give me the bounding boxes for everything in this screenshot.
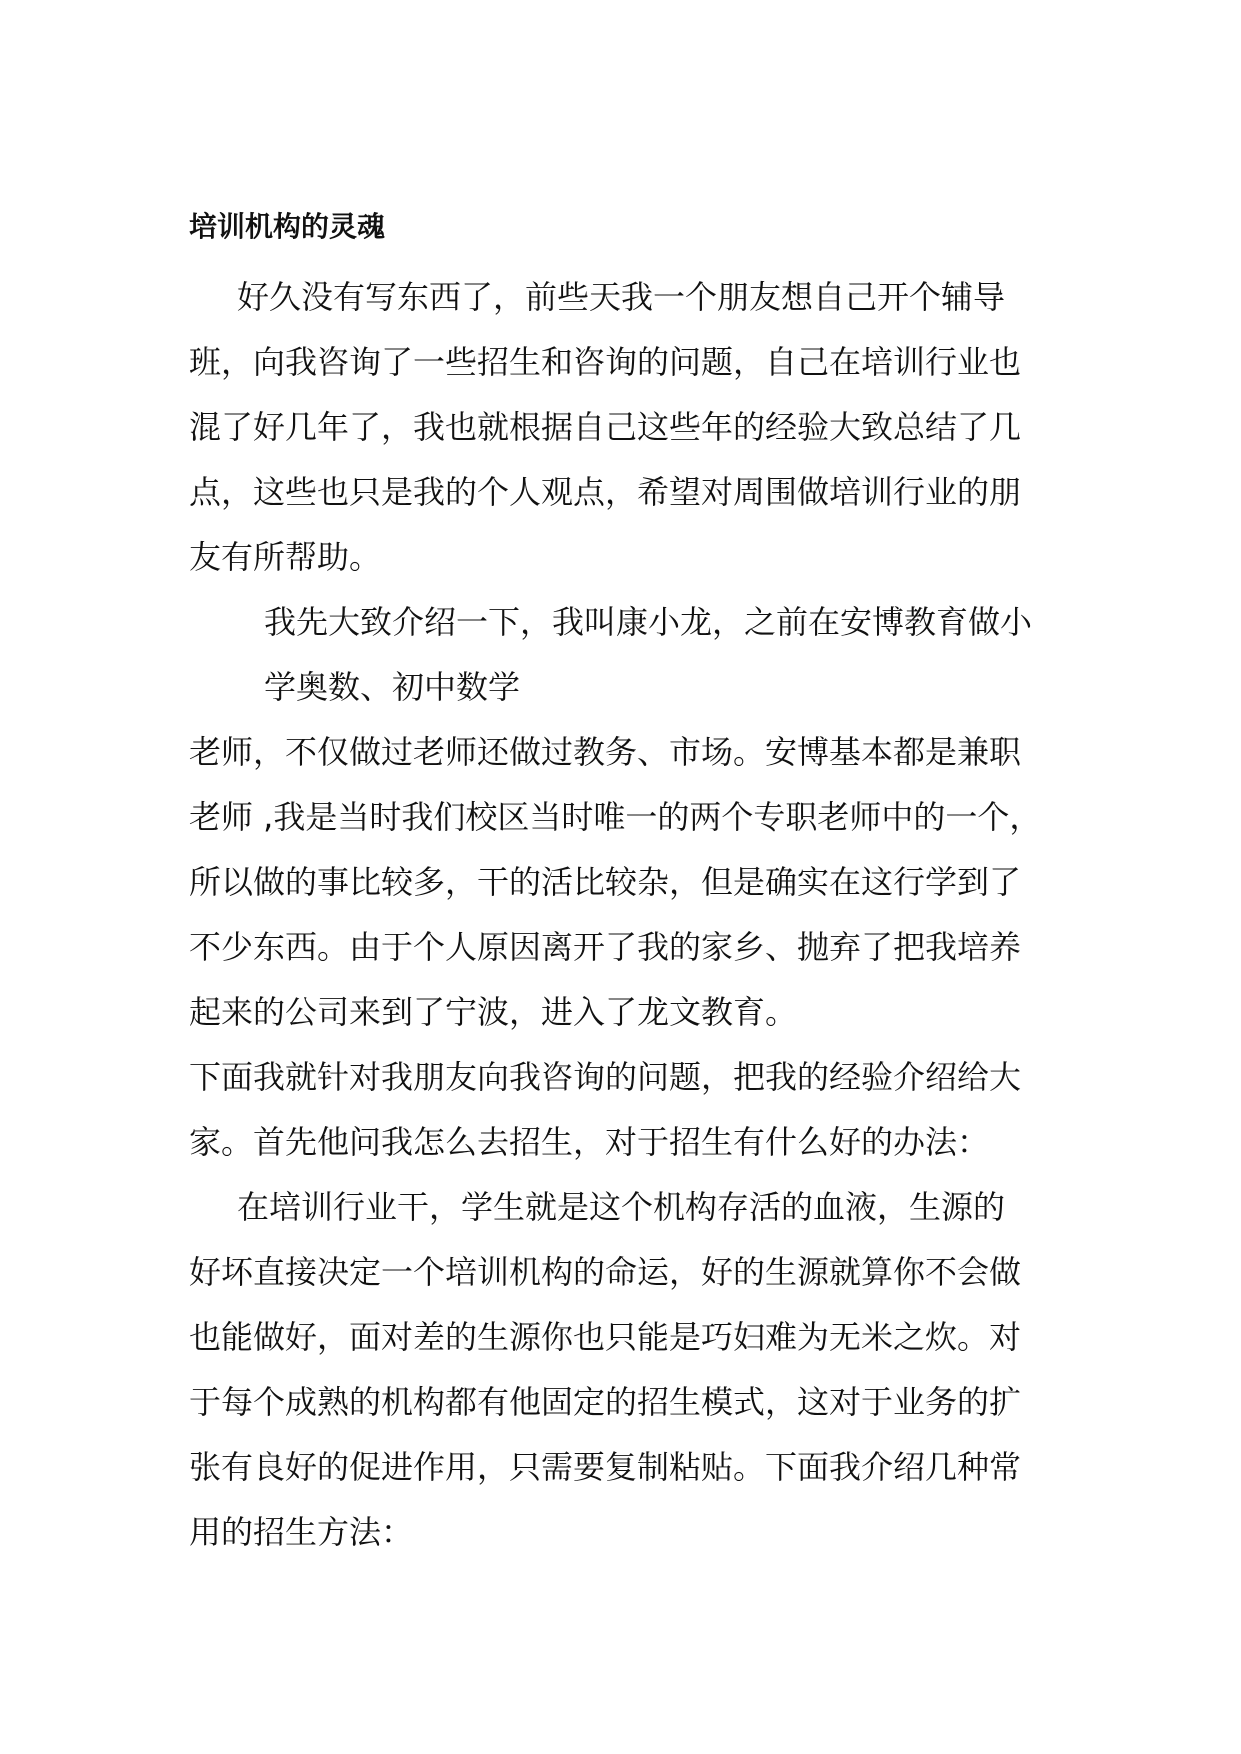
paragraph-line: 下面我就针对我朋友向我咨询的问题，把我的经验介绍给大 — [189, 1058, 1022, 1096]
paragraph-line: 班，向我咨询了一些招生和咨询的问题，自己在培训行业也 — [189, 343, 1022, 381]
paragraph-line: 混了好几年了，我也就根据自己这些年的经验大致总结了几 — [189, 408, 1022, 446]
paragraph-line: 老师 ,我是当时我们校区当时唯一的两个专职老师中的一个， — [189, 798, 1042, 836]
document-title: 培训机构的灵魂 — [189, 210, 386, 243]
paragraph-line: 好久没有写东西了，前些天我一个朋友想自己开个辅导 — [237, 278, 1006, 316]
paragraph-line: 起来的公司来到了宁波，进入了龙文教育。 — [189, 993, 798, 1031]
paragraph-line: 于每个成熟的机构都有他固定的招生模式，这对于业务的扩 — [189, 1383, 1022, 1421]
paragraph-line: 友有所帮助。 — [189, 538, 382, 576]
paragraph-line: 我先大致介绍一下，我叫康小龙，之前在安博教育做小 — [264, 603, 1033, 641]
paragraph-line: 家。首先他问我怎么去招生，对于招生有什么好的办法： — [189, 1123, 990, 1161]
paragraph-line: 张有良好的促进作用，只需要复制粘贴。下面我介绍几种常 — [189, 1448, 1022, 1486]
paragraph-line: 老师，不仅做过老师还做过教务、市场。安博基本都是兼职 — [189, 733, 1022, 771]
paragraph-line: 点，这些也只是我的个人观点，希望对周围做培训行业的朋 — [189, 473, 1022, 511]
paragraph-line: 也能做好，面对差的生源你也只能是巧妇难为无米之炊。对 — [189, 1318, 1022, 1356]
paragraph-line: 好坏直接决定一个培训机构的命运，好的生源就算你不会做 — [189, 1253, 1022, 1291]
paragraph-line: 所以做的事比较多，干的活比较杂，但是确实在这行学到了 — [189, 863, 1022, 901]
paragraph-line: 在培训行业干，学生就是这个机构存活的血液，生源的 — [237, 1188, 1006, 1226]
paragraph-line: 不少东西。由于个人原因离开了我的家乡、抛弃了把我培养 — [189, 928, 1022, 966]
paragraph-line: 用的招生方法： — [189, 1513, 414, 1551]
paragraph-line: 学奥数、初中数学 — [264, 668, 521, 706]
